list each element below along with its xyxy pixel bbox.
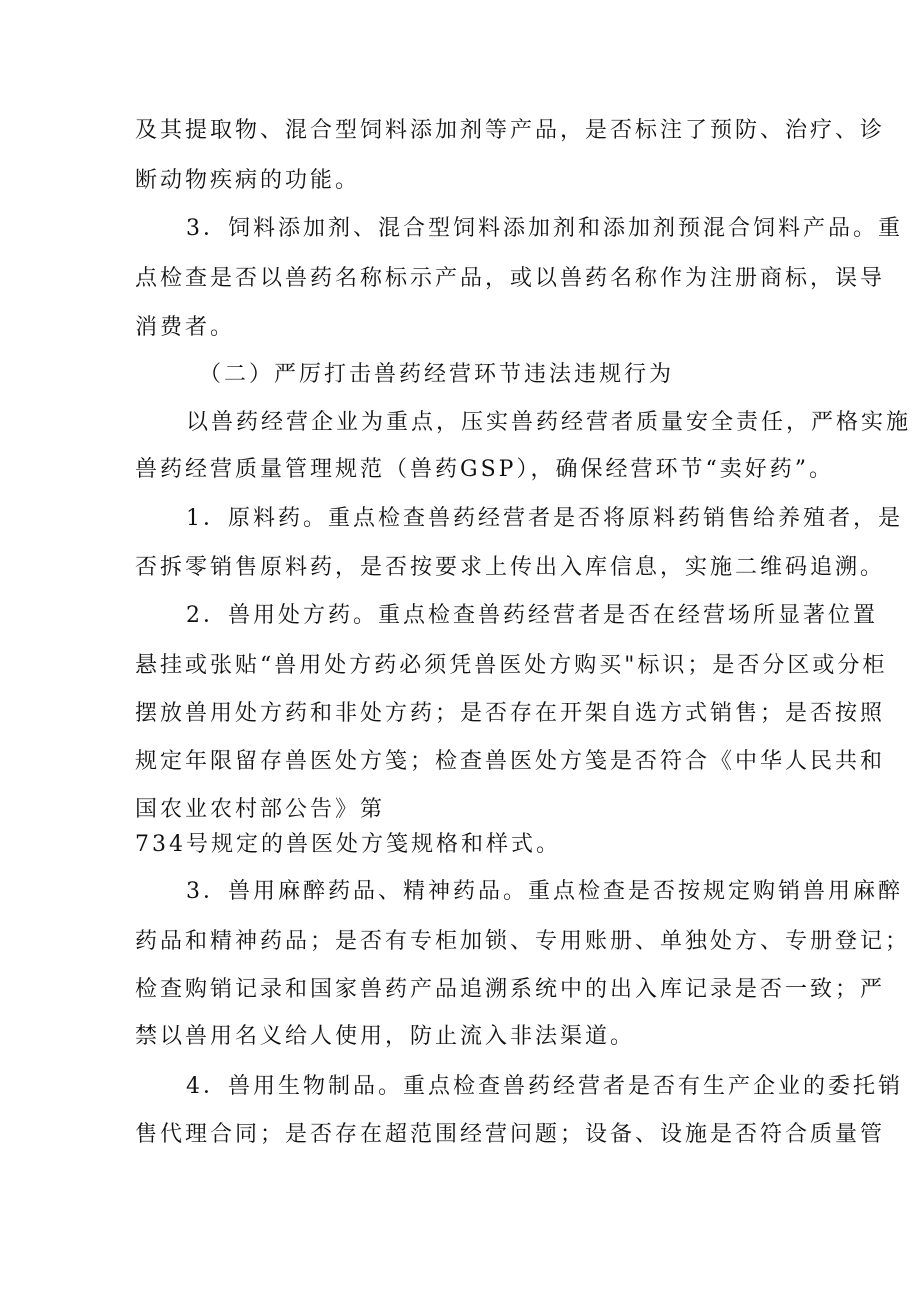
paragraph-line: 规定年限留存兽医处方笺；检查兽医处方笺是否符合《中华人民共和: [135, 749, 886, 774]
paragraph-line: 禁以兽用名义给人使用，防止流入非法渠道。: [135, 1024, 636, 1049]
paragraph-line: 734号规定的兽医处方笺规格和样式。: [135, 832, 561, 857]
paragraph-line: 国农业农村部公告》第: [135, 797, 386, 822]
paragraph-line: 兽药经营质量管理规范（兽药GSP），确保经营环节“卖好药”。: [135, 457, 834, 482]
paragraph-line: 悬挂或张贴“兽用处方药必须凭兽医处方购买"标识；是否分区或分柜: [135, 653, 888, 678]
paragraph-line: 售代理合同；是否存在超范围经营问题；设备、设施是否符合质量管: [135, 1122, 886, 1147]
paragraph-line: 1．原料药。重点检查兽药经营者是否将原料药销售给养殖者，是: [186, 506, 903, 531]
paragraph-line: 点检查是否以兽药名称标示产品，或以兽药名称作为注册商标，误导: [135, 266, 886, 291]
paragraph-line: 断动物疾病的功能。: [135, 168, 361, 193]
paragraph-line: 3．兽用麻醉药品、精神药品。重点检查是否按规定购销兽用麻醉: [186, 879, 903, 904]
paragraph-line: 及其提取物、混合型饲料添加剂等产品，是否标注了预防、治疗、诊: [135, 118, 886, 143]
paragraph-line: 否拆零销售原料药，是否按要求上传出入库信息，实施二维码追溯。: [135, 555, 886, 580]
paragraph-line: 检查购销记录和国家兽药产品追溯系统中的出入库记录是否一致；严: [135, 977, 886, 1002]
section-heading: （二）严厉打击兽药经营环节违法违规行为: [199, 362, 675, 387]
paragraph-line: 3．饲料添加剂、混合型饲料添加剂和添加剂预混合饲料产品。重: [186, 216, 903, 241]
paragraph-line: 药品和精神药品；是否有专柜加锁、专用账册、单独处方、专册登记；: [135, 929, 911, 954]
paragraph-line: 消费者。: [135, 315, 236, 340]
paragraph-line: 以兽药经营企业为重点，压实兽药经营者质量安全责任，严格实施: [186, 410, 912, 435]
paragraph-line: 摆放兽用处方药和非处方药；是否存在开架自选方式销售；是否按照: [135, 701, 886, 726]
paragraph-line: 2．兽用处方药。重点检查兽药经营者是否在经营场所显著位置: [186, 603, 878, 628]
paragraph-line: 4．兽用生物制品。重点检查兽药经营者是否有生产企业的委托销: [186, 1074, 903, 1099]
